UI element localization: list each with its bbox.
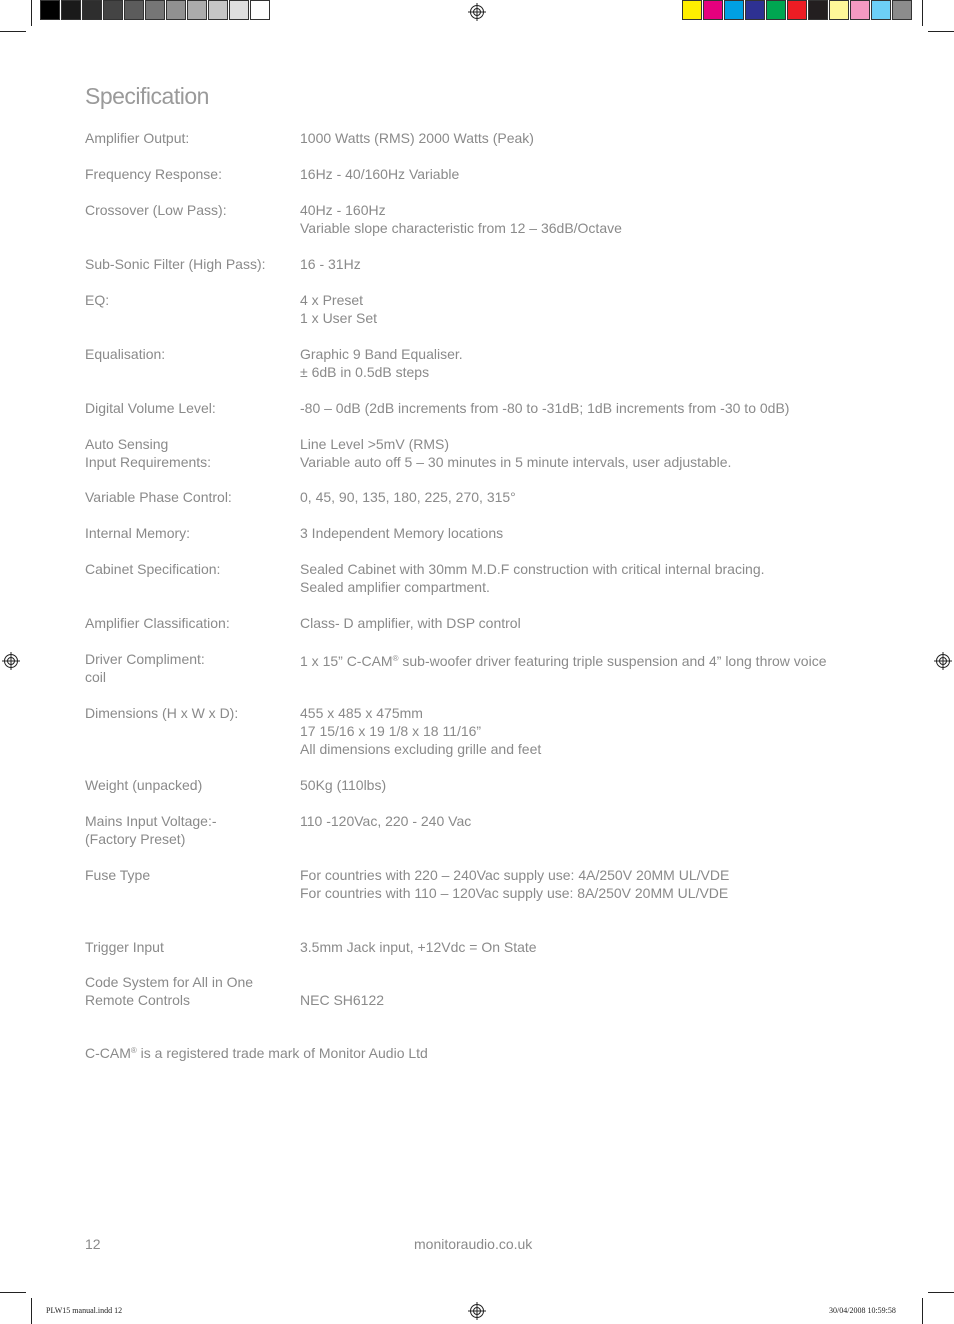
spec-value-line: For countries with 220 – 240Vac supply use: 4A/250V 20MM UL/VDE (300, 867, 730, 883)
crop-mark-bottom-left-v (31, 1298, 32, 1324)
spec-value (300, 973, 875, 1009)
spec-label (85, 560, 290, 578)
spec-label (85, 435, 290, 471)
grayscale-color-bar (40, 0, 271, 21)
color-swatch (682, 0, 702, 20)
gray-swatch (103, 0, 123, 20)
color-swatch (808, 0, 828, 20)
gray-swatch (82, 0, 102, 20)
color-swatch (724, 0, 744, 20)
spec-label-line: Amplifier Output: (85, 130, 190, 146)
process-color-bar (682, 0, 913, 21)
spec-label-line: Remote Controls (85, 992, 191, 1008)
crop-mark-top-left-h (0, 31, 26, 32)
spec-value-line: Variable slope characteristic from 12 – 36dB/Octave (300, 220, 622, 236)
spec-label (85, 614, 290, 632)
spec-label (85, 704, 290, 722)
spec-value (300, 129, 875, 147)
gray-swatch (229, 0, 249, 20)
registration-mark-right-icon (934, 652, 952, 670)
registration-mark-top-icon (468, 3, 486, 21)
registration-mark-left-icon (2, 652, 20, 670)
spec-label-line: Weight (unpacked) (85, 777, 203, 793)
spec-label-line: Input Requirements: (85, 454, 212, 470)
spec-value (300, 255, 875, 273)
spec-label-line: (Factory Preset) (85, 831, 186, 847)
spec-label-line: Internal Memory: (85, 525, 191, 541)
spec-value (300, 488, 875, 506)
spec-label (85, 291, 290, 309)
page-number: 12 (85, 1236, 101, 1252)
spec-value-line: NEC SH6122 (300, 992, 385, 1008)
color-swatch (871, 0, 891, 20)
color-swatch (745, 0, 765, 20)
spec-label-line: Amplifier Classification: (85, 615, 230, 631)
gray-swatch (166, 0, 186, 20)
spec-value (300, 614, 875, 632)
spec-label-line: Auto Sensing (85, 436, 169, 452)
spec-label-line: coil (85, 669, 107, 685)
spec-label (85, 399, 290, 417)
spec-label-line: Dimensions (H x W x D): (85, 705, 239, 721)
spec-value (300, 866, 875, 902)
spec-label-line: Frequency Response: (85, 166, 222, 182)
color-swatch (787, 0, 807, 20)
crop-mark-top-right-h (928, 31, 954, 32)
gray-swatch (187, 0, 207, 20)
spec-value-line: 40Hz - 160Hz (300, 202, 386, 218)
spec-value (300, 201, 875, 237)
spec-value (300, 165, 875, 183)
color-swatch (892, 0, 912, 20)
spec-value-line: 1000 Watts (RMS) 2000 Watts (Peak) (300, 130, 534, 146)
spec-label-line: Sub-Sonic Filter (High Pass): (85, 256, 266, 272)
gray-swatch (124, 0, 144, 20)
spec-value-line: -80 – 0dB (2dB increments from -80 to -31dB; 1dB increments from -30 to 0dB) (300, 400, 790, 416)
crop-mark-bottom-right-h (928, 1292, 954, 1293)
spec-value-line: 110 -120Vac, 220 - 240 Vac (300, 813, 472, 829)
spec-value-line: Variable auto off 5 – 30 minutes in 5 minute intervals, user adjustable. (300, 454, 732, 470)
spec-value-line: 16 - 31Hz (300, 256, 361, 272)
registration-mark-bottom-icon (468, 1302, 486, 1320)
spec-label (85, 524, 290, 542)
spec-value-line: Graphic 9 Band Equaliser. (300, 346, 463, 362)
spec-label (85, 812, 290, 848)
gray-swatch (40, 0, 60, 20)
crop-mark-top-left-v (31, 0, 32, 26)
spec-label-line: Mains Input Voltage:- (85, 813, 217, 829)
spec-label (85, 938, 290, 956)
spec-value-line (300, 973, 875, 991)
spec-label (85, 866, 290, 884)
spec-value-line: 1 x User Set (300, 310, 378, 326)
gray-swatch (250, 0, 270, 20)
spec-value (300, 524, 875, 542)
spec-label-line: Digital Volume Level: (85, 400, 216, 416)
spec-value-line: 0, 45, 90, 135, 180, 225, 270, 315° (300, 489, 516, 505)
spec-value (300, 399, 875, 417)
crop-mark-bottom-right-v (922, 1298, 923, 1324)
spec-value-line: 1 x 15” C-CAM® sub-woofer driver featuring triple suspension and 4” long throw voice (300, 653, 827, 669)
gray-swatch (61, 0, 81, 20)
spec-value-line: 455 x 485 x 475mm (300, 705, 423, 721)
gray-swatch (208, 0, 228, 20)
spec-label (85, 973, 290, 1009)
slug-file-name: PLW15 manual.indd 12 (46, 1306, 123, 1315)
color-swatch (766, 0, 786, 20)
spec-label (85, 650, 290, 686)
color-swatch (703, 0, 723, 20)
spec-value (300, 435, 875, 471)
spec-value-line: Class- D amplifier, with DSP control (300, 615, 521, 631)
spec-label (85, 165, 290, 183)
spec-value-line: All dimensions excluding grille and feet (300, 741, 542, 757)
color-swatch (850, 0, 870, 20)
spec-label-line: Code System for All in One (85, 974, 254, 990)
page-title: Specification (85, 83, 209, 109)
spec-label (85, 776, 290, 794)
crop-mark-bottom-left-h (0, 1292, 26, 1293)
spec-value (300, 812, 875, 830)
spec-value-line: 3.5mm Jack input, +12Vdc = On State (300, 939, 537, 955)
spec-value (300, 345, 875, 381)
spec-value-line: 16Hz - 40/160Hz Variable (300, 166, 460, 182)
gray-swatch (145, 0, 165, 20)
spec-value-line: 4 x Preset (300, 292, 364, 308)
spec-label-line: EQ: (85, 292, 110, 308)
spec-value-line: Sealed amplifier compartment. (300, 579, 490, 595)
spec-label-line: Fuse Type (85, 867, 151, 883)
crop-mark-top-right-v (922, 0, 923, 26)
spec-value (300, 938, 875, 956)
slug-timestamp: 30/04/2008 10:59:58 (829, 1306, 896, 1315)
trademark-footnote-text: C-CAM® is a registered trade mark of Monitor Audio Ltd (85, 1045, 428, 1061)
spec-value-line: 17 15/16 x 19 1/8 x 18 11/16” (300, 723, 482, 739)
spec-label-line: Crossover (Low Pass): (85, 202, 227, 218)
spec-value (300, 291, 875, 327)
spec-value-line: 3 Independent Memory locations (300, 525, 504, 541)
color-swatch (829, 0, 849, 20)
spec-label (85, 201, 290, 219)
spec-label-line: Driver Compliment: (85, 651, 205, 667)
website-link[interactable]: monitoraudio.co.uk (414, 1236, 533, 1252)
spec-label (85, 129, 290, 147)
spec-label-line: Cabinet Specification: (85, 561, 221, 577)
spec-value-line: Line Level >5mV (RMS) (300, 436, 450, 452)
spec-value (300, 650, 875, 670)
spec-label-line: Trigger Input (85, 939, 164, 955)
spec-value-line: Sealed Cabinet with 30mm M.D.F construction with critical internal bracing. (300, 561, 765, 577)
spec-value (300, 704, 875, 758)
spec-label (85, 488, 290, 506)
spec-value-line: For countries with 110 – 120Vac supply use: 8A/250V 20MM UL/VDE (300, 885, 729, 901)
spec-value-line: ± 6dB in 0.5dB steps (300, 364, 430, 380)
spec-value (300, 560, 875, 596)
spec-value (300, 776, 875, 794)
trademark-footnote (85, 1045, 428, 1061)
spec-label (85, 255, 290, 273)
spec-label-line: Variable Phase Control: (85, 489, 232, 505)
spec-label-line: Equalisation: (85, 346, 166, 362)
spec-label (85, 345, 290, 363)
spec-value-line: 50Kg (110lbs) (300, 777, 387, 793)
